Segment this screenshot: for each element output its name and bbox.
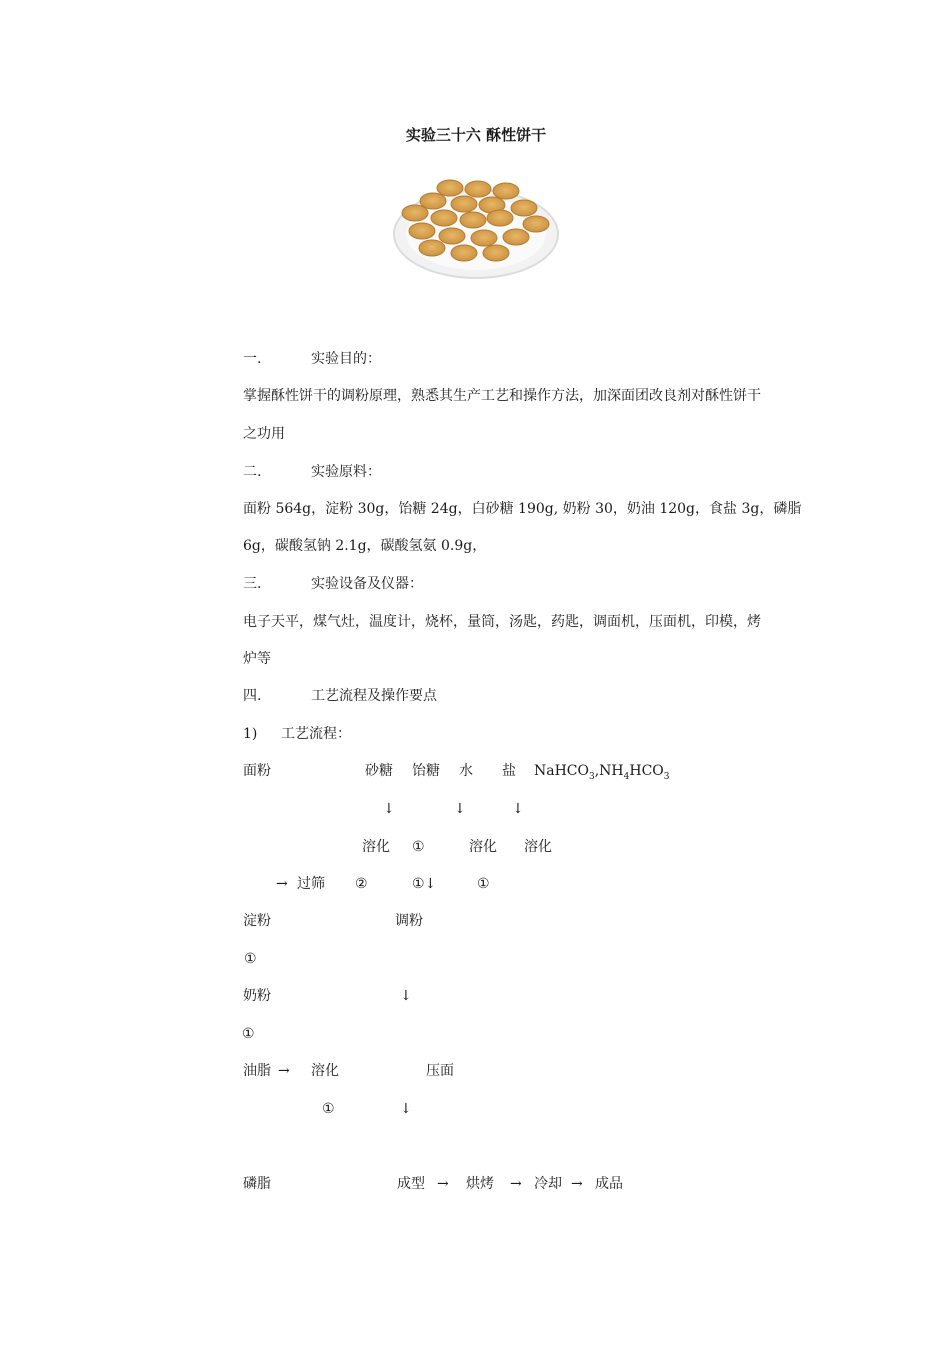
paragraph-line: 6g，碳酸氢钠 2.1g，碳酸氢氨 0.9g， [243, 538, 487, 554]
flow-step-marker: ① [412, 839, 425, 855]
section-number: 一. [243, 351, 262, 367]
paragraph-line: 电子天平，煤气灶，温度计，烧杯，量筒，汤匙，药匙，调面机，压面机，印模，烤 [243, 614, 761, 630]
flow-maltose: 饴糖 [412, 763, 440, 779]
flow-dissolve: 溶化 [469, 839, 497, 855]
flow-product: 成品 [595, 1176, 623, 1192]
section-number: 二. [243, 464, 262, 480]
flow-sieve: 过筛 [297, 876, 325, 892]
flow-milk-powder: 奶粉 [243, 988, 271, 1004]
flow-pressing: 压面 [426, 1063, 454, 1079]
flow-step-marker: ① [242, 1026, 255, 1042]
flow-step-marker: ①↓ [412, 876, 437, 892]
arrow-down-icon: ↓ [512, 801, 524, 817]
arrow-down-icon: ↓ [400, 988, 412, 1004]
flow-mixing: 调粉 [395, 913, 423, 929]
arrow-down-icon: ↓ [383, 801, 395, 817]
section-heading: 实验设备及仪器： [311, 576, 423, 592]
arrow-right-icon: → [276, 876, 288, 892]
flow-flour: 面粉 [243, 763, 271, 779]
flow-baking: 烘烤 [466, 1176, 494, 1192]
flow-fat: 油脂 [243, 1063, 271, 1079]
flow-dissolve: 溶化 [311, 1063, 339, 1079]
subsection-heading: 工艺流程： [281, 726, 351, 742]
section-heading: 实验目的： [311, 351, 381, 367]
flow-dissolve: 溶化 [362, 839, 390, 855]
flow-starch: 淀粉 [243, 913, 271, 929]
paragraph-line: 之功用 [243, 426, 285, 442]
flow-water: 水 [459, 763, 473, 779]
section-heading: 实验原料： [311, 464, 381, 480]
paragraph-line: 炉等 [243, 651, 271, 667]
arrow-right-icon: → [510, 1176, 522, 1192]
biscuit-plate-icon [388, 170, 564, 288]
paragraph-line: 面粉 564g，淀粉 30g，饴糖 24g，白砂糖 190g, 奶粉 30，奶油 120g，食盐 3g，磷脂 [243, 501, 802, 517]
flow-step-marker: ① [244, 951, 257, 967]
flow-sugar: 砂糖 [365, 763, 393, 779]
flow-step-marker: ② [355, 876, 368, 892]
flow-lecithin: 磷脂 [243, 1176, 271, 1192]
flow-dissolve: 溶化 [524, 839, 552, 855]
section-heading: 工艺流程及操作要点 [311, 688, 437, 704]
arrow-down-icon: ↓ [400, 1101, 412, 1117]
subsection-number: 1) [243, 726, 258, 742]
section-number: 四. [243, 688, 262, 704]
flow-step-marker: ① [322, 1101, 335, 1117]
flow-leavening-agents: $NaHCO_3,NH_4HCO_3$ [534, 763, 670, 782]
paragraph-line: 掌握酥性饼干的调粉原理，熟悉其生产工艺和操作方法，加深面团改良剂对酥性饼干 [243, 388, 761, 404]
flow-salt: 盐 [502, 763, 516, 779]
section-number: 三. [243, 576, 262, 592]
flow-step-marker: ① [477, 876, 490, 892]
arrow-right-icon: → [437, 1176, 449, 1192]
arrow-down-icon: ↓ [454, 801, 466, 817]
page-title: 实验三十六 酥性饼干 [405, 126, 547, 144]
flow-forming: 成型 [397, 1176, 425, 1192]
arrow-right-icon: → [278, 1063, 290, 1079]
arrow-right-icon: → [571, 1176, 583, 1192]
flow-cooling: 冷却 [534, 1176, 562, 1192]
